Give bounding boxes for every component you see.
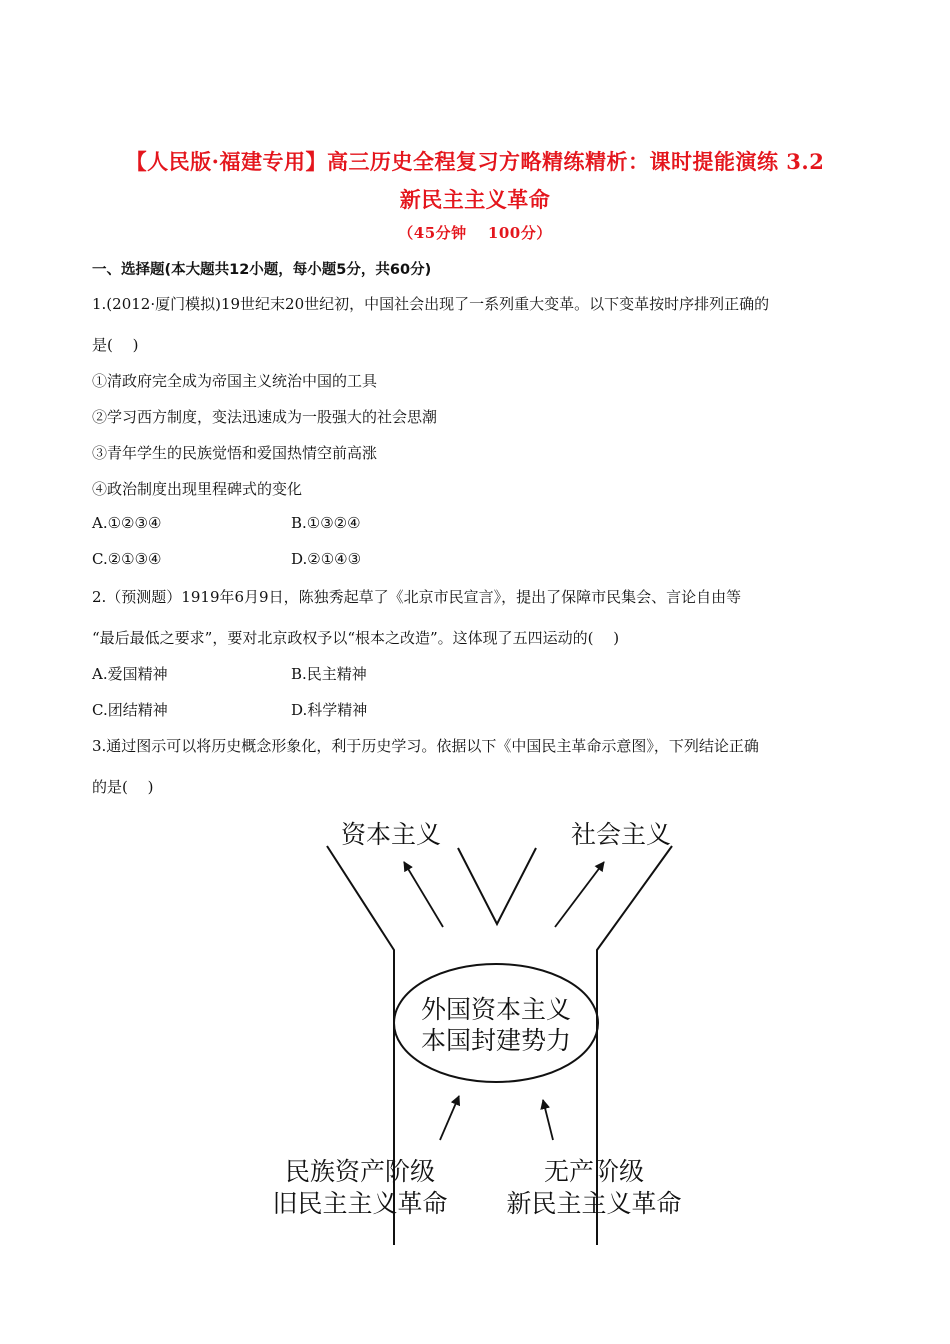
label-capitalism: 资本主义 bbox=[340, 820, 442, 849]
arrow-to-capitalism bbox=[404, 862, 443, 927]
q2-option-c: C.团结精神 bbox=[92, 701, 168, 719]
q1-stem-line2: 是( ) bbox=[92, 336, 139, 354]
arrow-from-proletariat bbox=[543, 1100, 553, 1140]
q1-option-b: B.①③②④ bbox=[291, 514, 361, 532]
document-subtitle: （45分钟 100分） bbox=[398, 224, 552, 242]
q3-stem-line2: 的是( ) bbox=[92, 778, 154, 796]
arrow-to-socialism bbox=[555, 862, 604, 927]
label-socialism: 社会主义 bbox=[570, 820, 672, 849]
label-national-bourgeoisie: 民族资产阶级 bbox=[284, 1157, 436, 1186]
q1-stem-line1: 1.(2012·厦门模拟)19世纪末20世纪初，中国社会出现了一系列重大变革。以下变革按时序排列正确的 bbox=[92, 295, 770, 313]
q2-option-a: A.爱国精神 bbox=[92, 665, 168, 683]
document-title-line1: 【人民版·福建专用】高三历史全程复习方略精练精析：课时提能演练 3.2 bbox=[125, 149, 825, 174]
q1-item-1: ①清政府完全成为帝国主义统治中国的工具 bbox=[92, 372, 378, 390]
q2-stem-line2: “最后最低之要求”，要对北京政权予以“根本之改造”。这体现了五四运动的( ) bbox=[92, 629, 620, 647]
q1-item-3: ③青年学生的民族觉悟和爱国热情空前高涨 bbox=[92, 444, 378, 462]
q1-option-c: C.②①③④ bbox=[92, 550, 162, 568]
q1-item-2: ②学习西方制度，变法迅速成为一股强大的社会思潮 bbox=[92, 408, 438, 426]
q2-option-b: B.民主精神 bbox=[291, 665, 367, 683]
q2-option-d: D.科学精神 bbox=[291, 701, 368, 719]
label-new-democratic-revolution: 新民主主义革命 bbox=[506, 1189, 682, 1218]
branch-fork bbox=[458, 848, 536, 924]
label-old-democratic-revolution: 旧民主主义革命 bbox=[272, 1189, 448, 1218]
q3-stem-line1: 3.通过图示可以将历史概念形象化，利于历史学习。依据以下《中国民主革命示意图》，下列结论正确 bbox=[92, 737, 759, 755]
q1-item-4: ④政治制度出现里程碑式的变化 bbox=[92, 480, 303, 498]
q2-stem-line1: 2.（预测题）1919年6月9日，陈独秀起草了《北京市民宣言》，提出了保障市民集会、言论自由等 bbox=[92, 588, 742, 606]
label-proletariat: 无产阶级 bbox=[543, 1157, 645, 1186]
document-title-line2: 新民主主义革命 bbox=[399, 187, 551, 212]
arrow-from-bourgeoisie bbox=[440, 1096, 459, 1140]
q1-option-d: D.②①④③ bbox=[291, 550, 362, 568]
label-foreign-capitalism: 外国资本主义 bbox=[420, 995, 572, 1024]
q1-option-a: A.①②③④ bbox=[92, 514, 162, 532]
section-heading: 一、选择题(本大题共12小题，每小题5分，共60分) bbox=[92, 262, 432, 278]
label-domestic-feudalism: 本国封建势力 bbox=[420, 1026, 572, 1055]
